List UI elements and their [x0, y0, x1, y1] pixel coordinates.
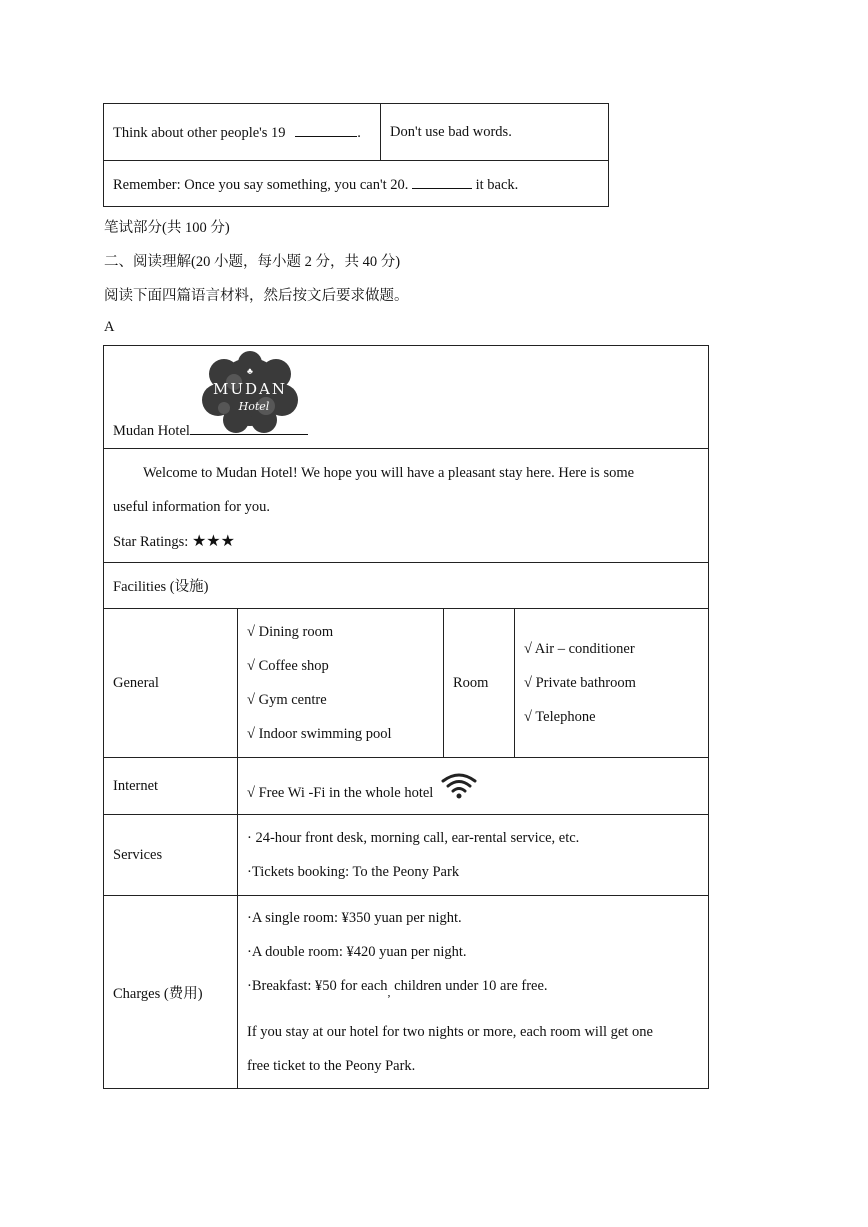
general-label: General — [104, 609, 238, 758]
instruction: 阅读下面四篇语言材料，然后按文后要求做题。 — [104, 288, 409, 304]
remember-text: Remember: Once you say something, you can't 20. — [113, 176, 409, 193]
logo-script: Hotel — [238, 400, 270, 413]
blank-19[interactable] — [295, 122, 357, 137]
top-table-cell-consider: Think about other people's 19 . — [104, 104, 381, 161]
consider-text: Think about other people's 19 — [113, 125, 286, 141]
top-table — [103, 103, 609, 207]
internet-item: √ Free Wi -Fi in the whole hotel — [247, 785, 433, 801]
charges-note-line-2: free ticket to the Peony Park. — [247, 1058, 416, 1074]
passage-label: A — [104, 319, 115, 335]
hotel-table — [103, 345, 709, 1089]
charge-breakfast-tail: children under 10 are free. — [394, 978, 548, 994]
room-item: √ Private bathroom — [524, 666, 699, 700]
facilities-heading: Facilities (设施) — [104, 563, 709, 609]
star-icons: ★★★ — [191, 531, 235, 550]
written-part-heading: 笔试部分(共 100 分) — [104, 220, 230, 236]
charge-item: · A double room: ¥420 yuan per night. — [247, 935, 699, 969]
hotel-header-cell — [104, 346, 709, 449]
welcome-cell — [104, 449, 709, 563]
star-ratings — [113, 524, 699, 559]
service-item: · Tickets booking: To the Peony Park — [247, 855, 699, 889]
remember-tail-text: it back. — [475, 176, 519, 193]
svg-text:♣: ♣ — [247, 366, 253, 376]
internet-label: Internet — [104, 758, 238, 815]
blank-20[interactable] — [412, 174, 472, 189]
section-title: 二、阅读理解(20 小题，每小题 2 分，共 40 分) — [104, 254, 401, 270]
room-label: Room — [444, 609, 515, 758]
charges-label: Charges (费用) — [104, 896, 238, 1089]
general-item: √ Indoor swimming pool — [247, 717, 434, 751]
charge-breakfast: · Breakfast: ¥50 for each$_,$ children under 10 are free. — [247, 969, 699, 1003]
bad-words-text: Don't use bad words. — [390, 123, 512, 140]
general-items-cell — [238, 609, 444, 758]
top-table-cell-remember — [104, 161, 609, 207]
logo-text: MUDAN — [213, 380, 287, 398]
services-label: Services — [104, 815, 238, 896]
star-label: Star Ratings: — [113, 534, 189, 550]
wifi-icon — [440, 771, 478, 799]
welcome-line-1: Welcome to Mudan Hotel! We hope you will have a pleasant stay here. Here is some — [143, 465, 635, 481]
internet-cell — [238, 758, 709, 815]
hotel-logo — [194, 350, 306, 434]
services-cell — [238, 815, 709, 896]
room-item: √ Air – conditioner — [524, 632, 699, 666]
room-item: √ Telephone — [524, 700, 699, 734]
charges-cell — [238, 896, 709, 1089]
charge-item: · Breakfast: ¥50 for each — [247, 978, 388, 994]
general-item: √ Gym centre — [247, 683, 434, 717]
welcome-line-2: useful information for you. — [113, 499, 271, 515]
general-item: √ Dining room — [247, 615, 434, 649]
charge-item: · A single room: ¥350 yuan per night. — [247, 901, 699, 935]
charges-note-line-1: If you stay at our hotel for two nights or more, each room will get one — [247, 1024, 653, 1040]
hotel-name: Mudan Hotel — [113, 423, 190, 439]
service-item: · 24-hour front desk, morning call, ear-rental service, etc. — [247, 821, 699, 855]
general-item: √ Coffee shop — [247, 649, 434, 683]
room-items-cell — [515, 609, 709, 758]
top-table-cell-bad-words — [381, 104, 609, 161]
